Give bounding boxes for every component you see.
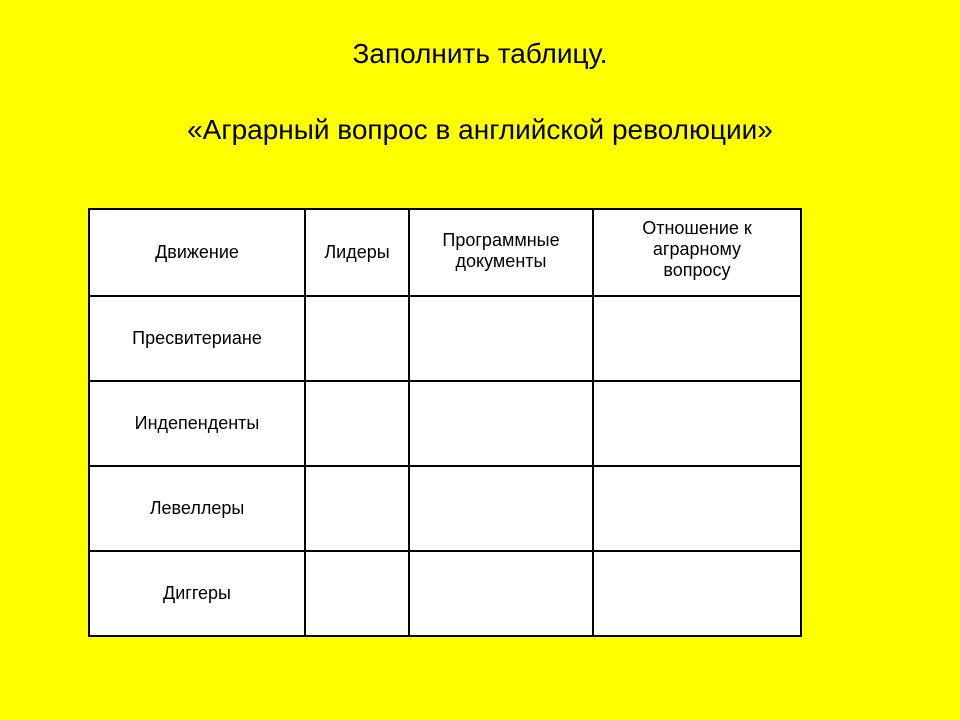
header-attitude [593, 209, 801, 296]
cell-leaders[interactable] [305, 466, 409, 551]
cell-leaders[interactable] [305, 551, 409, 636]
cell-attitude[interactable] [593, 296, 801, 381]
cell-documents[interactable] [409, 296, 593, 381]
page-subtitle: «Аграрный вопрос в английской революции» [187, 114, 773, 145]
cell-movement: Пресвитериане [89, 296, 305, 381]
cell-movement: Левеллеры [89, 466, 305, 551]
header-documents [409, 209, 593, 296]
table-header-row [89, 209, 801, 296]
cell-movement: Диггеры [89, 551, 305, 636]
cell-documents[interactable] [409, 466, 593, 551]
cell-attitude[interactable] [593, 381, 801, 466]
cell-documents[interactable] [409, 551, 593, 636]
cell-leaders[interactable] [305, 296, 409, 381]
header-attitude-label: Отношение к аграрному вопросу [642, 218, 752, 280]
header-leaders: Лидеры [305, 209, 409, 296]
table-row [89, 296, 801, 381]
agrarian-question-table [88, 208, 802, 637]
header-documents-label: Программные документы [442, 230, 560, 271]
cell-leaders[interactable] [305, 381, 409, 466]
page-title: Заполнить таблицу. [352, 38, 608, 69]
cell-movement: Индепенденты [89, 381, 305, 466]
header-movement: Движение [89, 209, 305, 296]
cell-documents[interactable] [409, 381, 593, 466]
cell-attitude[interactable] [593, 551, 801, 636]
table-row [89, 551, 801, 636]
table-row [89, 466, 801, 551]
cell-attitude[interactable] [593, 466, 801, 551]
table-row [89, 381, 801, 466]
